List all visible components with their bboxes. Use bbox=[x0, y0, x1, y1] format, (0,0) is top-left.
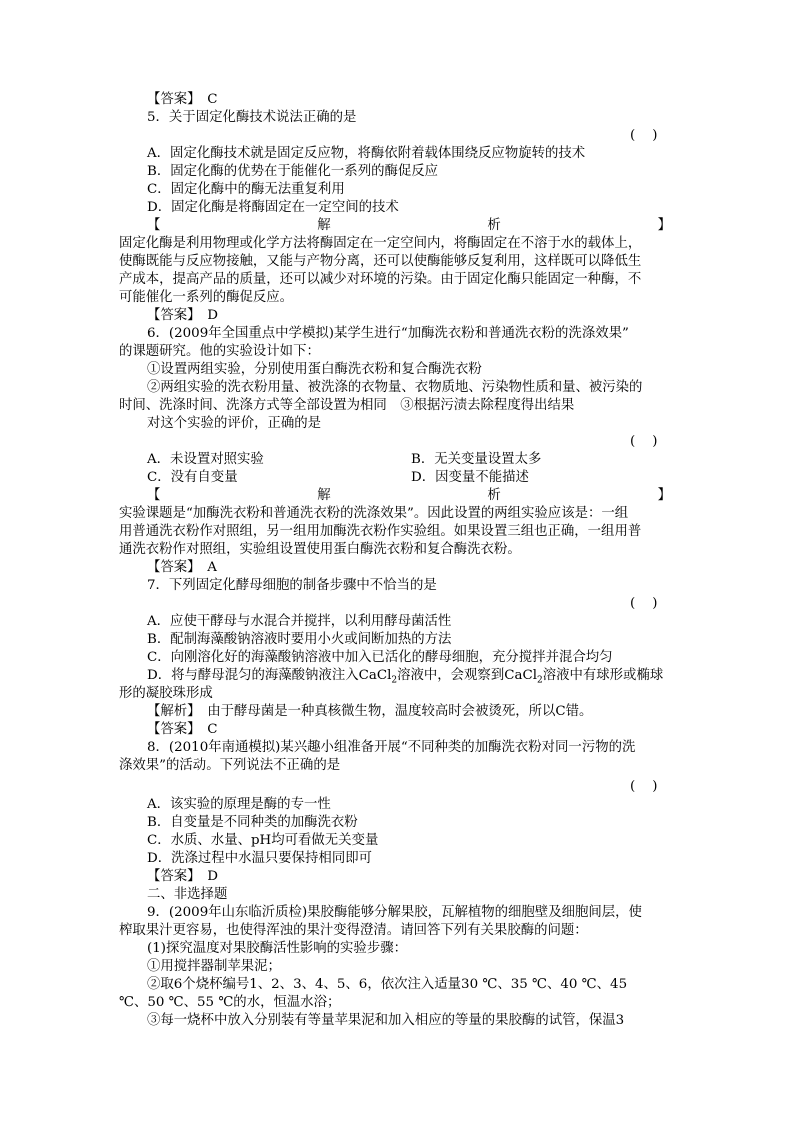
q9-step: ℃、50 ℃、55 ℃的水，恒温水浴； bbox=[119, 995, 341, 1010]
q6-step: ①设置两组实验，分别使用蛋白酶洗衣粉和复合酶洗衣粉 bbox=[147, 362, 482, 377]
q5-option-c: C．固定化酶中的酶无法重复利用 bbox=[147, 182, 345, 197]
q5-option-b: B．固定化酶的优势在于能催化一系列的酶促反应 bbox=[147, 164, 439, 179]
q9-step: ③每一烧杯中放入分别装有等量苹果泥和加入相应的等量的果胶酶的试管，保温3 bbox=[147, 1013, 625, 1028]
q6-answer: 【答案】 A bbox=[147, 560, 217, 575]
q6-analysis-heading: 【 解 析 】 bbox=[147, 488, 671, 503]
q9-stem: 9．(2009年山东临沂质检)果胶酶能够分解果胶，瓦解植物的细胞壁及细胞间层，使 bbox=[147, 905, 642, 920]
q6-stem: 的课题研究。他的实验设计如下： bbox=[119, 344, 320, 359]
q6-option-d: D．因变量不能描述 bbox=[411, 470, 529, 485]
q6-option-b: B．无关变量设置太多 bbox=[411, 452, 542, 467]
q6-analysis-line: 实验课题是“加酶洗衣粉和普通洗衣粉的洗涤效果”。因此设置的两组实验应该是：一组 bbox=[119, 506, 629, 521]
q9-step: ②取6个烧杯编号1、2、3、4、5、6，依次注入适量30 ℃、35 ℃、40 ℃、45 bbox=[147, 977, 628, 992]
q8-option-a: A．该实验的原理是酶的专一性 bbox=[147, 797, 331, 812]
q7-option-b: B．配制海藻酸钠溶液时要用小火或间断加热的方法 bbox=[147, 632, 452, 647]
q9-stem: 榨取果汁更容易，也使得浑浊的果汁变得澄清。请回答下列有关果胶酶的问题： bbox=[119, 923, 588, 938]
q5-answer: 【答案】 D bbox=[147, 308, 219, 323]
q5-analysis-line: 可能催化一系列的酶促反应。 bbox=[119, 290, 294, 305]
q8-stem: 涤效果”的活动。下列说法不正确的是 bbox=[119, 758, 341, 773]
q8-option-b: B．自变量是不同种类的加酶洗衣粉 bbox=[147, 815, 358, 830]
q5-stem: 5．关于固定化酶技术说法正确的是 bbox=[147, 110, 357, 125]
q6-stem: 6．(2009年全国重点中学模拟)某学生进行“加酶洗衣粉和普通洗衣粉的洗涤效果” bbox=[147, 326, 629, 341]
q5-option-a: A．固定化酶技术就是固定反应物，将酶依附着载体围绕反应物旋转的技术 bbox=[147, 146, 586, 161]
q9-step: ①用搅拌器制苹果泥； bbox=[147, 959, 281, 974]
q8-option-c: C．水质、水量、pH均可看做无关变量 bbox=[147, 833, 379, 848]
q5-analysis-line: 使酶既能与反应物接触，又能与产物分离，还可以使酶能够反复利用，这样既可以降低生 bbox=[119, 254, 642, 269]
q5-answer-blank: ( ) bbox=[630, 128, 658, 143]
q5-analysis-heading: 【 解 析 】 bbox=[147, 218, 671, 233]
q7-analysis: 【解析】 由于酵母菌是一种真核微生物，温度较高时会被烫死，所以C错。 bbox=[147, 704, 593, 719]
q8-option-d: D．洗涤过程中水温只要保持相同即可 bbox=[147, 851, 372, 866]
q7-answer: 【答案】 C bbox=[147, 722, 218, 737]
q7-answer-blank: ( ) bbox=[630, 596, 658, 611]
q7-stem: 7．下列固定化酵母细胞的制备步骤中不恰当的是 bbox=[147, 578, 437, 593]
q4-answer: 【答案】 C bbox=[147, 92, 218, 107]
q8-stem: 8．(2010年南通模拟)某兴趣小组准备开展“不同种类的加酶洗衣粉对同一污物的洗 bbox=[147, 740, 636, 755]
q7-option-c: C．向刚溶化好的海藻酸钠溶液中加入已活化的酵母细胞，充分搅拌并混合均匀 bbox=[147, 650, 613, 665]
q7-option-d-cont: 形的凝胶珠形成 bbox=[119, 686, 213, 701]
q7-option-a: A．应使干酵母与水混合并搅拌，以利用酵母菌活性 bbox=[147, 614, 452, 629]
q5-analysis-line: 产成本，提高产品的质量，还可以减少对环境的污染。由于固定化酶只能固定一种酶，不 bbox=[119, 272, 642, 287]
q6-option-a: A．未设置对照实验 bbox=[147, 452, 264, 467]
q6-analysis-line: 通洗衣粉作对照组，实验组设置使用蛋白酶洗衣粉和复合酶洗衣粉。 bbox=[119, 542, 521, 557]
q9-subquestion: (1)探究温度对果胶酶活性影响的实验步骤： bbox=[147, 941, 407, 956]
q6-step: 时间、洗涤时间、洗涤方式等全部设置为相同 ③根据污渍去除程度得出结果 bbox=[119, 398, 575, 413]
q8-answer: 【答案】 D bbox=[147, 869, 219, 884]
q5-option-d: D．固定化酶是将酶固定在一定空间的技术 bbox=[147, 200, 399, 215]
q8-answer-blank: ( ) bbox=[630, 779, 658, 794]
q6-question: 对这个实验的评价，正确的是 bbox=[147, 416, 322, 431]
q6-answer-blank: ( ) bbox=[630, 434, 658, 449]
section-title: 二、非选择题 bbox=[147, 887, 228, 902]
q5-analysis-line: 固定化酶是利用物理或化学方法将酶固定在一定空间内，将酶固定在不溶于水的载体上， bbox=[119, 236, 642, 251]
q6-option-c: C．没有自变量 bbox=[147, 470, 238, 485]
q6-step: ②两组实验的洗衣粉用量、被洗涤的衣物量、衣物质地、污染物性质和量、被污染的 bbox=[147, 380, 643, 395]
q6-analysis-line: 用普通洗衣粉作对照组，另一组用加酶洗衣粉作实验组。如果设置三组也正确，一组用普 bbox=[119, 524, 642, 539]
q7-option-d: D．将与酵母混匀的海藻酸钠液注入CaCl$_2$溶液中，会观察到CaCl$_2$溶液中有球形或椭球 bbox=[147, 668, 664, 686]
